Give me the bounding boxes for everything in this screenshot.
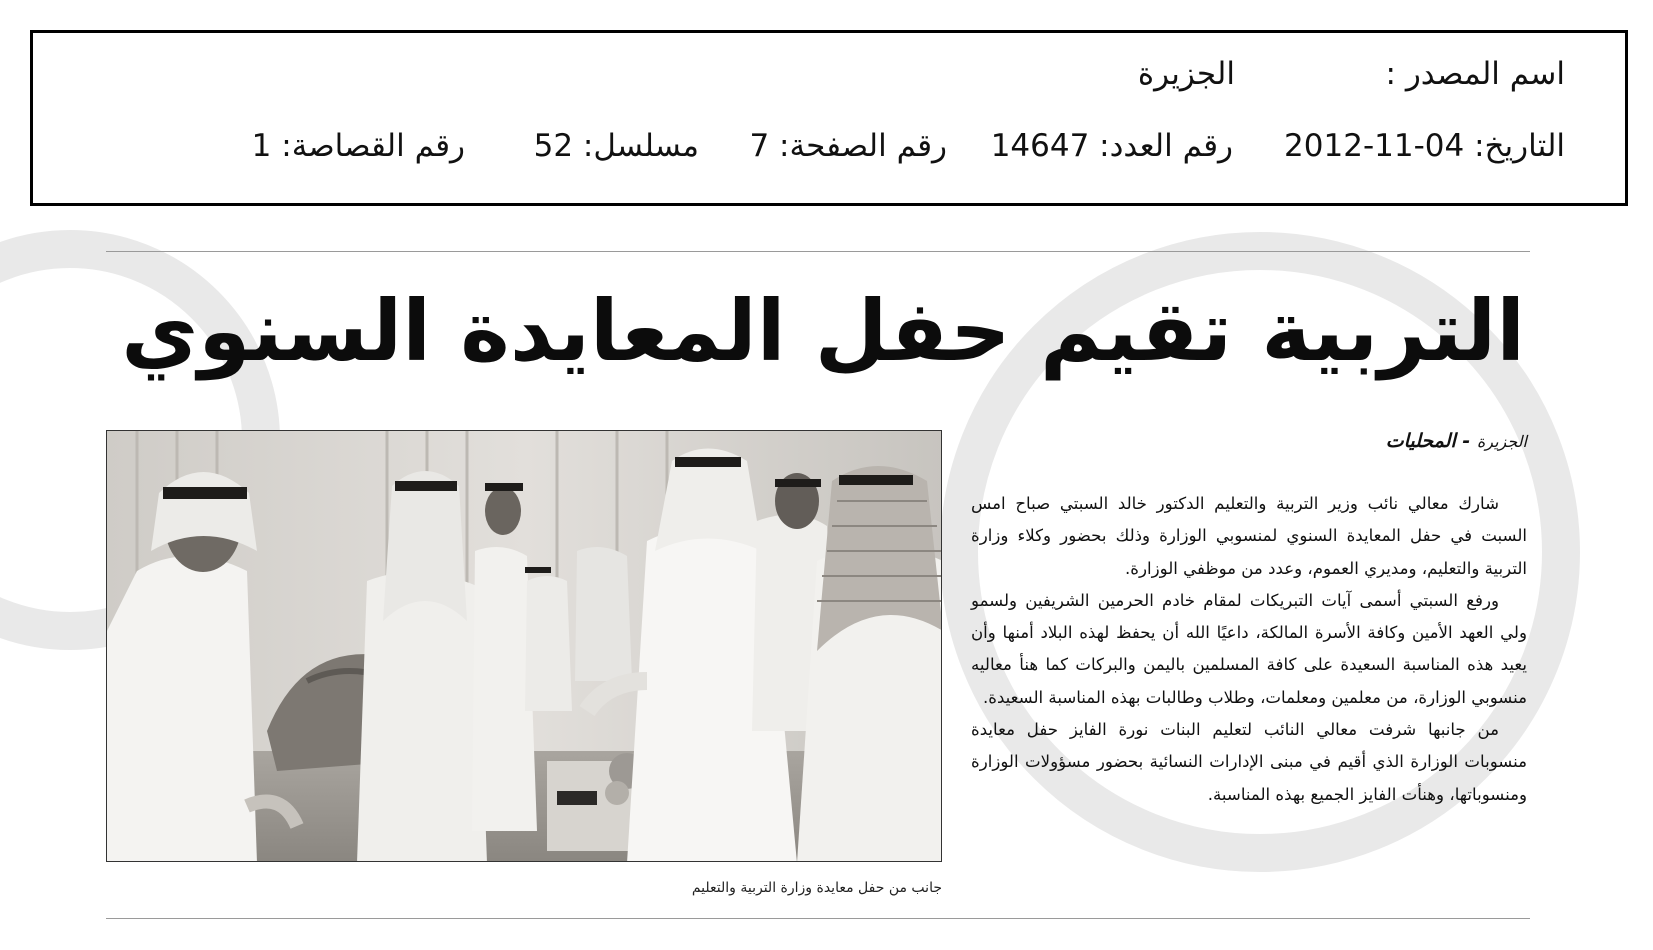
byline-section: - المحليات [1385, 430, 1477, 452]
date-field: التاريخ: 04-11-2012 [1284, 128, 1565, 164]
event-photo-illustration [107, 431, 942, 862]
byline-newspaper: الجزيرة [1476, 432, 1527, 451]
page-number-field: رقم الصفحة: 7 [749, 128, 947, 164]
photo-caption: جانب من حفل معايدة وزارة التربية والتعليم [691, 880, 942, 896]
article-paragraph-2: ورفع السبتي أسمى آيات التبريكات لمقام خادم الحرمين الشريفين ولسمو ولي العهد الأمين وكافة الأسرة المالكة، داعيًا الله أن يحفظ لهذه البلاد أمنها وأن يعيد هذه المناسبة السعيدة على كافة المسلمين باليمن والبركات كما هنأ معاليه منسوبي الوزارة، من معلمين ومعلمات، وطلاب وطالبات بهذه المناسبة السعيدة. [971, 590, 1527, 707]
top-divider [106, 251, 1530, 252]
article-body [971, 488, 1527, 811]
clipping-number-field: رقم القصاصة: 1 [251, 128, 465, 164]
clipping-metadata-box [30, 30, 1628, 206]
source-label: اسم المصدر : [1385, 56, 1565, 92]
article-byline [1386, 430, 1527, 452]
article-headline: التربية تقيم حفل المعايدة السنوي [121, 282, 1525, 380]
article-paragraph-1: شارك معالي نائب وزير التربية والتعليم الدكتور خالد السبتي صباح امس السبت في حفل المعايدة السنوي لمنسوبي الوزارة وذلك بحضور وكلاء وزارة التربية والتعليم، ومديري العموم، وعدد من موظفي الوزارة. [971, 494, 1527, 578]
bottom-divider [106, 918, 1530, 919]
serial-field: مسلسل: 52 [533, 128, 699, 164]
article-photo [106, 430, 942, 862]
source-value: الجزيرة [1137, 56, 1235, 92]
article-paragraph-3: من جانبها شرفت معالي النائب لتعليم البنات نورة الفايز حفل معايدة منسوبات الوزارة الذي أقيم في مبنى الإدارات النسائية بحضور مسؤولات الوزارة ومنسوباتها، وهنأت الفايز الجميع بهذه المناسبة. [971, 720, 1527, 804]
issue-number-field: رقم العدد: 14647 [990, 128, 1233, 164]
